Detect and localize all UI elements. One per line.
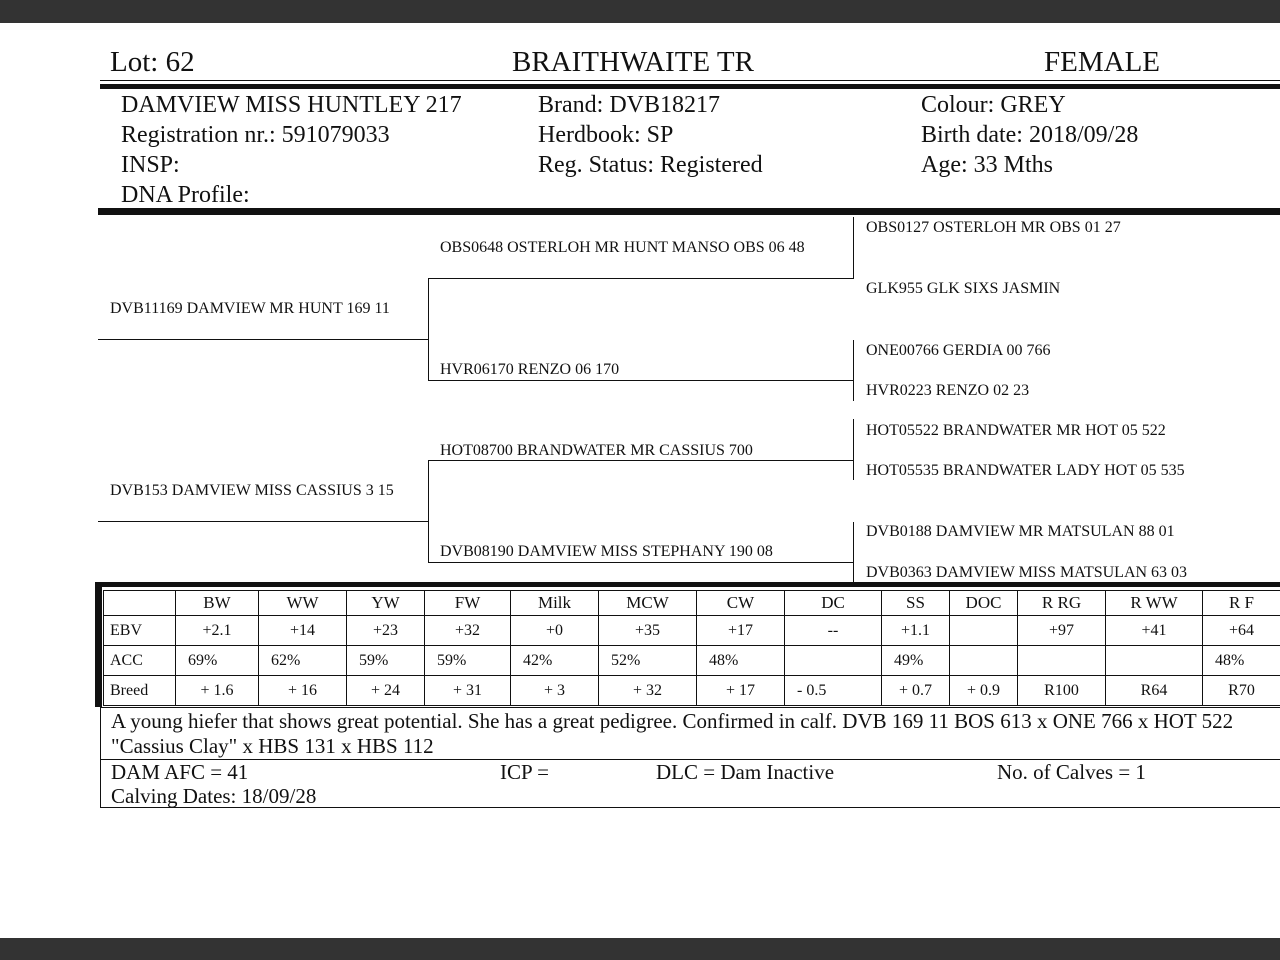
- pedigree-sire-dam: HVR06170 RENZO 06 170: [440, 361, 620, 378]
- lot-number: Lot: 62: [110, 46, 195, 78]
- ebv-header-cell: Milk: [511, 591, 599, 616]
- table-left-bar: [95, 585, 102, 707]
- ebv-header-cell: YW: [347, 591, 425, 616]
- animal-name: DAMVIEW MISS HUNTLEY 217: [121, 92, 462, 118]
- header-rule-thick: [100, 84, 1280, 89]
- dam-afc: DAM AFC = 41: [111, 760, 249, 784]
- pedigree-ggp: DVB0188 DAMVIEW MR MATSULAN 88 01: [866, 523, 1175, 540]
- acc-cell: 62%: [259, 646, 347, 676]
- pedigree-ggp: GLK955 GLK SIXS JASMIN: [866, 280, 1061, 297]
- pedigree-connector: [428, 460, 429, 562]
- breed-cell: + 24: [347, 676, 425, 706]
- acc-cell: 59%: [425, 646, 511, 676]
- brand-field: Brand: DVB18217: [538, 92, 720, 118]
- acc-cell: 52%: [599, 646, 697, 676]
- pedigree-line: [428, 460, 853, 461]
- reg-status-field: Reg. Status: Registered: [538, 152, 763, 178]
- ebv-header-cell: DC: [785, 591, 882, 616]
- table-rule-thick: [95, 582, 1280, 587]
- ebv-cell: +14: [259, 616, 347, 646]
- ebv-header-cell: R F: [1203, 591, 1280, 616]
- breed-cell: R70: [1203, 676, 1280, 706]
- breed-cell: + 3: [511, 676, 599, 706]
- viewer-top-bar: [0, 0, 1280, 23]
- icp-field: ICP =: [500, 760, 549, 784]
- ebv-header-cell: SS: [882, 591, 950, 616]
- ebv-header-cell: MCW: [599, 591, 697, 616]
- pedigree-connector: [853, 340, 854, 401]
- pedigree-connector: [853, 522, 854, 583]
- ebv-header-cell: R WW: [1106, 591, 1203, 616]
- acc-cell: [1106, 646, 1203, 676]
- pedigree-ggp: ONE00766 GERDIA 00 766: [866, 342, 1051, 359]
- calving-box: [100, 759, 1280, 808]
- ebv-header-cell: CW: [697, 591, 785, 616]
- acc-cell: 59%: [347, 646, 425, 676]
- acc-row-label: ACC: [104, 646, 176, 676]
- herdbook-field: Herdbook: SP: [538, 122, 674, 148]
- ebv-cell: [950, 616, 1018, 646]
- breed-cell: + 32: [599, 676, 697, 706]
- ebv-cell: +1.1: [882, 616, 950, 646]
- pedigree-line: [98, 339, 428, 340]
- pedigree-ggp: HOT05535 BRANDWATER LADY HOT 05 535: [866, 462, 1185, 479]
- ebv-cell: +0: [511, 616, 599, 646]
- ebv-cell: +23: [347, 616, 425, 646]
- pedigree-line: [428, 380, 853, 381]
- ebv-cell: --: [785, 616, 882, 646]
- ebv-header-cell: BW: [176, 591, 259, 616]
- pedigree-connector: [853, 419, 854, 480]
- breed-row-label: Breed: [104, 676, 176, 706]
- pedigree-sire: DVB11169 DAMVIEW MR HUNT 169 11: [110, 300, 390, 317]
- header-rule-thin: [100, 80, 1280, 81]
- acc-cell: 48%: [697, 646, 785, 676]
- ebv-header-row: [104, 591, 1280, 616]
- age-field: Age: 33 Mths: [921, 152, 1053, 178]
- ebv-cell: +32: [425, 616, 511, 646]
- pedigree-ggp: DVB0363 DAMVIEW MISS MATSULAN 63 03: [866, 564, 1188, 581]
- breed-cell: + 31: [425, 676, 511, 706]
- insp-field: INSP:: [121, 152, 180, 178]
- pedigree-line: [428, 562, 853, 563]
- ebv-cell: +64: [1203, 616, 1280, 646]
- sex-label: FEMALE: [1044, 46, 1160, 78]
- acc-row: [104, 646, 1280, 676]
- acc-cell: 42%: [511, 646, 599, 676]
- breed-cell: + 16: [259, 676, 347, 706]
- dlc-field: DLC = Dam Inactive: [656, 760, 835, 784]
- registration-number: Registration nr.: 591079033: [121, 122, 390, 148]
- pedigree-connector: [428, 278, 429, 380]
- acc-cell: 48%: [1203, 646, 1280, 676]
- viewer-bottom-bar: [0, 938, 1280, 960]
- breed-cell: + 1.6: [176, 676, 259, 706]
- calving-dates: Calving Dates: 18/09/28: [111, 784, 317, 808]
- pedigree-sire-sire: OBS0648 OSTERLOH MR HUNT MANSO OBS 06 48: [440, 239, 805, 256]
- breed-row: [104, 676, 1280, 706]
- ebv-cell: +2.1: [176, 616, 259, 646]
- breed-cell: + 0.9: [950, 676, 1018, 706]
- ebv-cell: +35: [599, 616, 697, 646]
- owner-name: BRAITHWAITE TR: [512, 46, 754, 78]
- pedigree-dam-sire: HOT08700 BRANDWATER MR CASSIUS 700: [440, 442, 753, 459]
- acc-cell: [950, 646, 1018, 676]
- breed-cell: + 0.7: [882, 676, 950, 706]
- acc-cell: [1018, 646, 1106, 676]
- ebv-header-cell: [104, 591, 176, 616]
- ebv-table: [103, 590, 1280, 706]
- pedigree-ggp: OBS0127 OSTERLOH MR OBS 01 27: [866, 219, 1121, 236]
- ebv-header-cell: FW: [425, 591, 511, 616]
- ebv-cell: +17: [697, 616, 785, 646]
- breed-cell: + 17: [697, 676, 785, 706]
- colour-field: Colour: GREY: [921, 92, 1066, 118]
- dna-profile-field: DNA Profile:: [121, 182, 250, 208]
- pedigree-dam-dam: DVB08190 DAMVIEW MISS STEPHANY 190 08: [440, 543, 773, 560]
- ebv-header-cell: DOC: [950, 591, 1018, 616]
- pedigree-connector: [853, 217, 854, 279]
- pedigree-ggp: HVR0223 RENZO 02 23: [866, 382, 1030, 399]
- info-rule-thick: [98, 208, 1280, 215]
- pedigree-ggp: HOT05522 BRANDWATER MR HOT 05 522: [866, 422, 1166, 439]
- ebv-row-label: EBV: [104, 616, 176, 646]
- acc-cell: 49%: [882, 646, 950, 676]
- acc-cell: 69%: [176, 646, 259, 676]
- acc-cell: [785, 646, 882, 676]
- ebv-cell: +97: [1018, 616, 1106, 646]
- ebv-row: [104, 616, 1280, 646]
- breed-cell: R64: [1106, 676, 1203, 706]
- comments-box: [100, 707, 1280, 760]
- breed-cell: - 0.5: [785, 676, 882, 706]
- pedigree-dam: DVB153 DAMVIEW MISS CASSIUS 3 15: [110, 482, 394, 499]
- ebv-cell: +41: [1106, 616, 1203, 646]
- ebv-header-cell: WW: [259, 591, 347, 616]
- pedigree-line: [98, 521, 428, 522]
- birth-date-field: Birth date: 2018/09/28: [921, 122, 1139, 148]
- ebv-header-cell: R RG: [1018, 591, 1106, 616]
- breed-cell: R100: [1018, 676, 1106, 706]
- pedigree-line: [428, 278, 853, 279]
- calves-count: No. of Calves = 1: [997, 760, 1146, 784]
- comments-text: A young hiefer that shows great potential. She has a great pedigree. Confirmed in calf. DVB 169 11 BOS 613 x ONE 766 x HOT 522 "Cassius Clay" x HBS 131 x HBS 112: [111, 709, 1234, 758]
